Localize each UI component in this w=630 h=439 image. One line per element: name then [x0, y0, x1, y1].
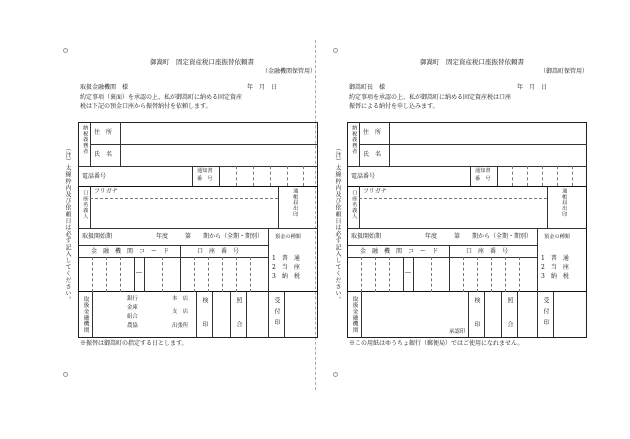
- deposit-type-option: 2 当 座: [541, 264, 569, 271]
- bank-seal-label: 通帳届出印: [292, 188, 299, 217]
- address-label: 住 所: [363, 129, 382, 136]
- intro-text: 約定事項（裏面）を承認の上、私が御嵩町に納める固定資産: [80, 94, 243, 101]
- bank-code-label: 金 融 機 関 コ ー ド: [360, 248, 439, 255]
- bank-kind: 金庫: [127, 305, 138, 311]
- address-label: 住 所: [94, 129, 113, 136]
- bank-kind: 農協: [127, 323, 138, 329]
- bank-seal-label: 通帳届出印: [561, 188, 568, 217]
- year-label: 年度: [425, 233, 438, 240]
- deposit-type-option: 3 納 税: [541, 273, 569, 280]
- bank-code-label: 金 融 機 関 コ ー ド: [91, 248, 170, 255]
- request-date: 年 月 日: [247, 84, 278, 91]
- reception-seal-label: 受付印: [273, 297, 280, 330]
- collation-label: 照合: [235, 297, 242, 345]
- taxpayer-label: 納税義務者: [351, 125, 358, 154]
- name-label: 氏 名: [363, 151, 382, 158]
- account-number-label: 口 座 番 号: [197, 248, 240, 255]
- form-subtitle: （御嵩町保管用）: [540, 68, 589, 75]
- side-note: （注）太線枠内及び依頼日は必ず記入してください。: [64, 145, 71, 304]
- punch-hole: [333, 372, 338, 377]
- start-period-label: 取扱開始期: [82, 233, 113, 240]
- addressee: 取扱金融機関 様: [80, 84, 129, 91]
- period-label: 第 期から（全期・期別）: [185, 233, 264, 240]
- reception-seal-label: 受付印: [542, 297, 549, 330]
- account-holder-label: 口座名義人: [82, 190, 89, 219]
- phone-label: 電話番号: [351, 173, 376, 180]
- year-label: 年度: [156, 233, 169, 240]
- approval-seal-label: 承認印: [449, 329, 466, 335]
- form-title: 御嵩町 固定資産税口座振替依頼書: [420, 58, 524, 66]
- addressee: 御嵩町長 様: [349, 84, 386, 91]
- intro-text: 約定事項を承認の上、私が御嵩町に納める固定資産税は口座: [349, 94, 512, 101]
- name-label: 氏 名: [94, 151, 113, 158]
- account-number-label: 口 座 番 号: [466, 248, 509, 255]
- punch-hole: [63, 372, 68, 377]
- deposit-type-option: 1 普 通: [541, 255, 569, 262]
- inspection-seal-label: 検印: [201, 297, 208, 345]
- punch-hole: [333, 48, 338, 53]
- bank-kind: 銀行: [127, 296, 138, 302]
- phone-label: 電話番号: [82, 173, 107, 180]
- request-date: 年 月 日: [517, 84, 548, 91]
- furigana-label: フリガナ: [363, 188, 387, 195]
- furigana-label: フリガナ: [94, 188, 118, 195]
- deposit-type-option: 2 当 座: [272, 264, 300, 271]
- intro-text: 振替による納付を申し込みます。: [349, 103, 439, 110]
- deposit-type-label: 預金の種類: [275, 234, 301, 240]
- taxpayer-label: 納税義務者: [82, 125, 89, 154]
- intro-text: 税は下記の預金口座から振替納付を依頼します。: [80, 103, 212, 110]
- notice-number-label: 番 号: [475, 176, 491, 182]
- notice-number-label: 通知書: [197, 168, 213, 174]
- bank-kind: 組合: [127, 314, 138, 320]
- handling-bank-label: 取扱金融機関: [351, 296, 358, 334]
- form-subtitle: （金融機関保管用）: [262, 68, 317, 75]
- deposit-type-label: 預金の種類: [544, 234, 570, 240]
- branch-kind: 支 店: [172, 309, 189, 315]
- branch-kind: 本 店: [172, 296, 189, 302]
- period-label: 第 期から（全期・期別）: [454, 233, 533, 240]
- inspection-seal-label: 検印: [473, 297, 480, 345]
- start-period-label: 取扱開始期: [351, 233, 382, 240]
- side-note: （注）太線枠内及び依頼日は必ず記入してください。: [334, 145, 341, 304]
- code-dash: ―: [136, 269, 142, 276]
- deposit-type-option: 1 普 通: [272, 255, 300, 262]
- collation-label: 照合: [506, 297, 513, 345]
- account-holder-label: 口座名義人: [351, 190, 358, 219]
- punch-hole: [63, 48, 68, 53]
- handling-bank-label: 取扱金融機関: [82, 296, 89, 334]
- form-title: 御嵩町 固定資産税口座振替依頼書: [150, 58, 254, 66]
- branch-kind: 出張所: [172, 323, 189, 329]
- footnote: ※振替は御嵩町の指定する日とします。: [80, 340, 188, 347]
- code-dash: ―: [405, 269, 411, 276]
- notice-number-label: 番 号: [197, 176, 213, 182]
- deposit-type-option: 3 納 税: [272, 273, 300, 280]
- notice-number-label: 通知書: [475, 168, 491, 174]
- footnote: ※この用紙はゆうちょ銀行（郵便局）ではご使用になれません。: [349, 340, 524, 347]
